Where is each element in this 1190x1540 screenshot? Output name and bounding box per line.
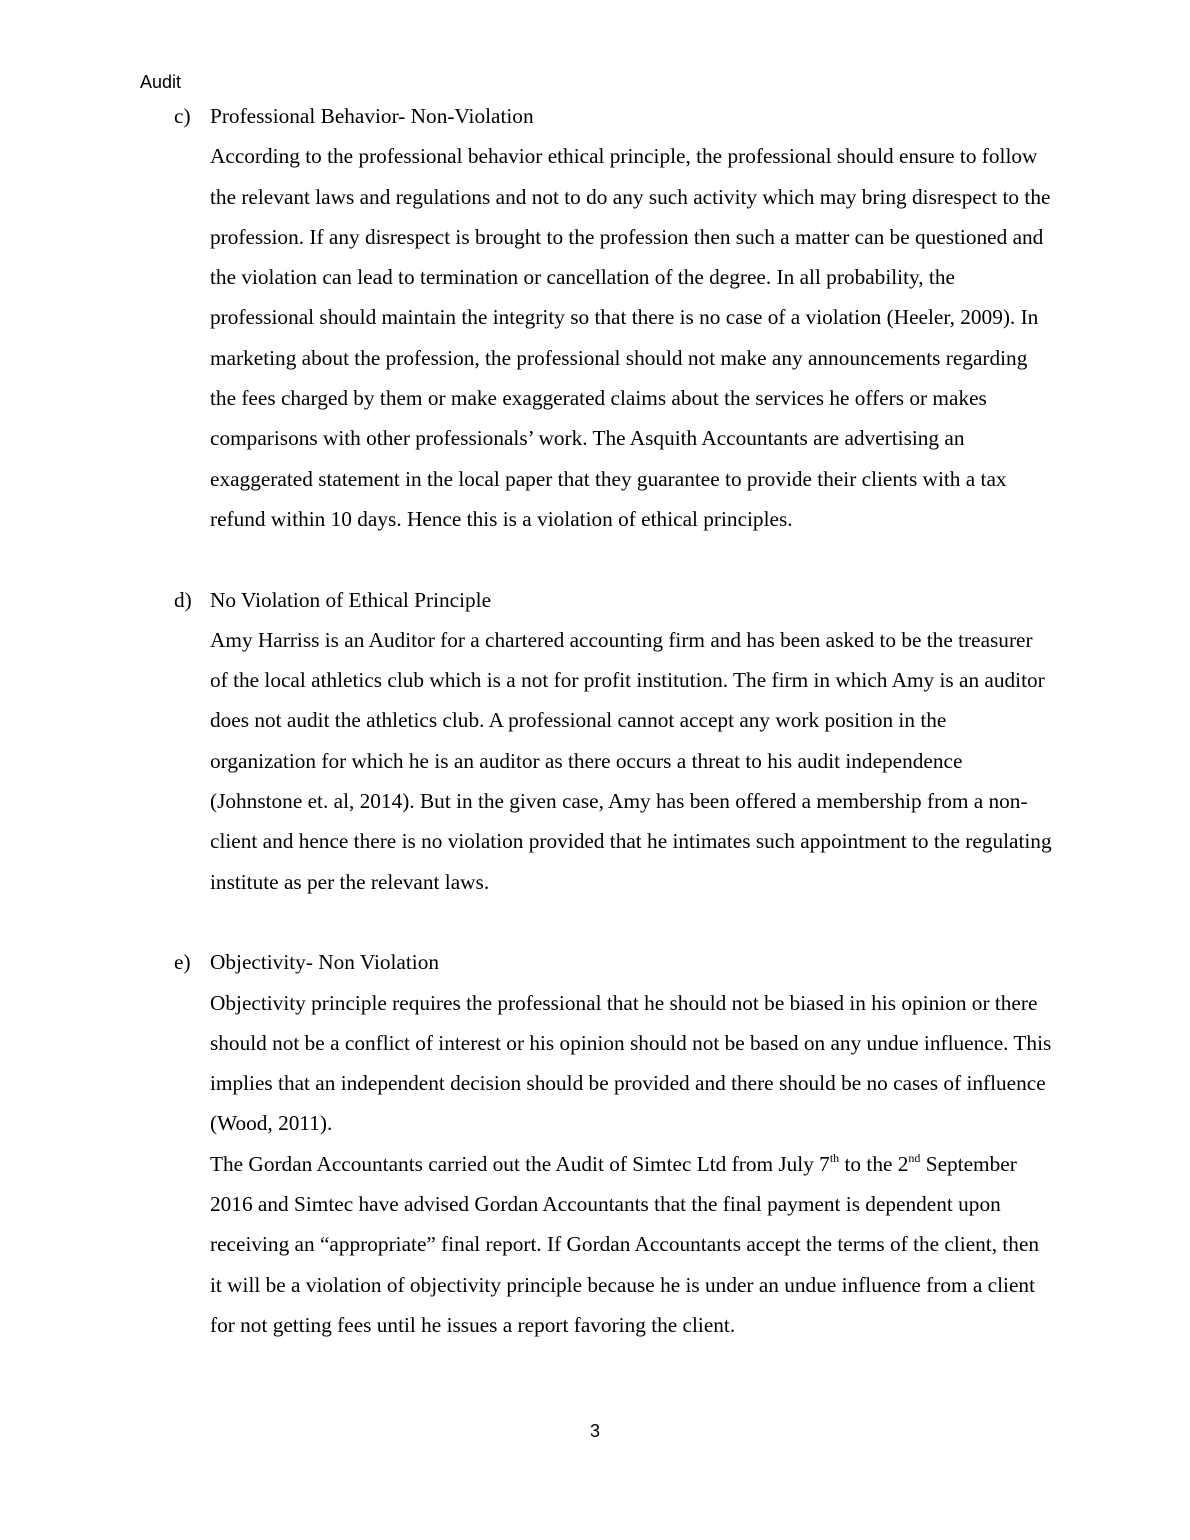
- section-heading: [174, 942, 1064, 982]
- running-header: Audit: [140, 72, 182, 92]
- section-title: Objectivity- Non Violation: [210, 950, 440, 975]
- section-c: [174, 96, 1064, 539]
- paragraph-text: September 2016 and Simtec have advised Gordan Accountants that the final payment is dependent upon receiving an “appropriate” final report. If Gordan Accountants accept the terms of the client, then it will be a violation of objectivity principle because he is under an undue influence from a client for not getting fees until he issues a report favoring the client.: [210, 1151, 1040, 1337]
- page-number: 3: [589, 1421, 600, 1441]
- section-paragraph: According to the professional behavior ethical principle, the professional should ensure to follow the relevant laws and regulations and not to do any such activity which may bring disrespect to the profession. If any disrespect is brought to the profession then such a matter can be questioned and the violation can lead to termination or cancellation of the degree. In all probability, the professional should maintain the integrity so that there is no case of a violation (Heeler, 2009). In marketing about the profession, the professional should not make any announcements regarding the fees charged by them or make exaggerated claims about the services he offers or makes comparisons with other professionals’ work. The Asquith Accountants are advertising an exaggerated statement in the local paper that they guarantee to provide their clients with a tax refund within 10 days. Hence this is a violation of ethical principles.: [210, 144, 1051, 531]
- section-title: No Violation of Ethical Principle: [210, 587, 492, 612]
- ordinal-suffix: nd: [908, 1150, 921, 1165]
- ordinal-suffix: th: [829, 1150, 840, 1165]
- section-e: [174, 942, 1064, 1345]
- section-paragraph-gordan: [210, 1144, 1055, 1345]
- section-paragraph: Amy Harriss is an Auditor for a chartered accounting firm and has been asked to be the treasurer of the local athletics club which is a not for profit institution. The firm in which Amy is an auditor does not audit the athletics club. A professional cannot accept any work position in the organization for which he is an auditor as there occurs a threat to his audit independence (Johnstone et. al, 2014). But in the given case, Amy has been offered a membership from a non-client and hence there is no violation provided that he intimates such appointment to the regulating institute as per the relevant laws.: [210, 627, 1052, 894]
- list-marker: e): [174, 950, 191, 975]
- paragraph-text: The Gordan Accountants carried out the Audit of Simtec Ltd from July 7: [210, 1151, 830, 1176]
- list-marker: d): [174, 587, 192, 612]
- section-heading: [174, 580, 1064, 620]
- section-heading: [174, 96, 1064, 136]
- list-marker: c): [174, 104, 191, 128]
- document-body: [174, 96, 1064, 1345]
- paragraph-text: to the 2: [839, 1151, 909, 1176]
- section-d: [174, 580, 1064, 902]
- section-paragraph: Objectivity principle requires the professional that he should not be biased in his opinion or there should not be a conflict of interest or his opinion should not be based on any undue influence. This implies that an independent decision should be provided and there should be no cases of influence (Wood, 2011).: [210, 990, 1052, 1136]
- section-title: Professional Behavior- Non-Violation: [210, 104, 534, 128]
